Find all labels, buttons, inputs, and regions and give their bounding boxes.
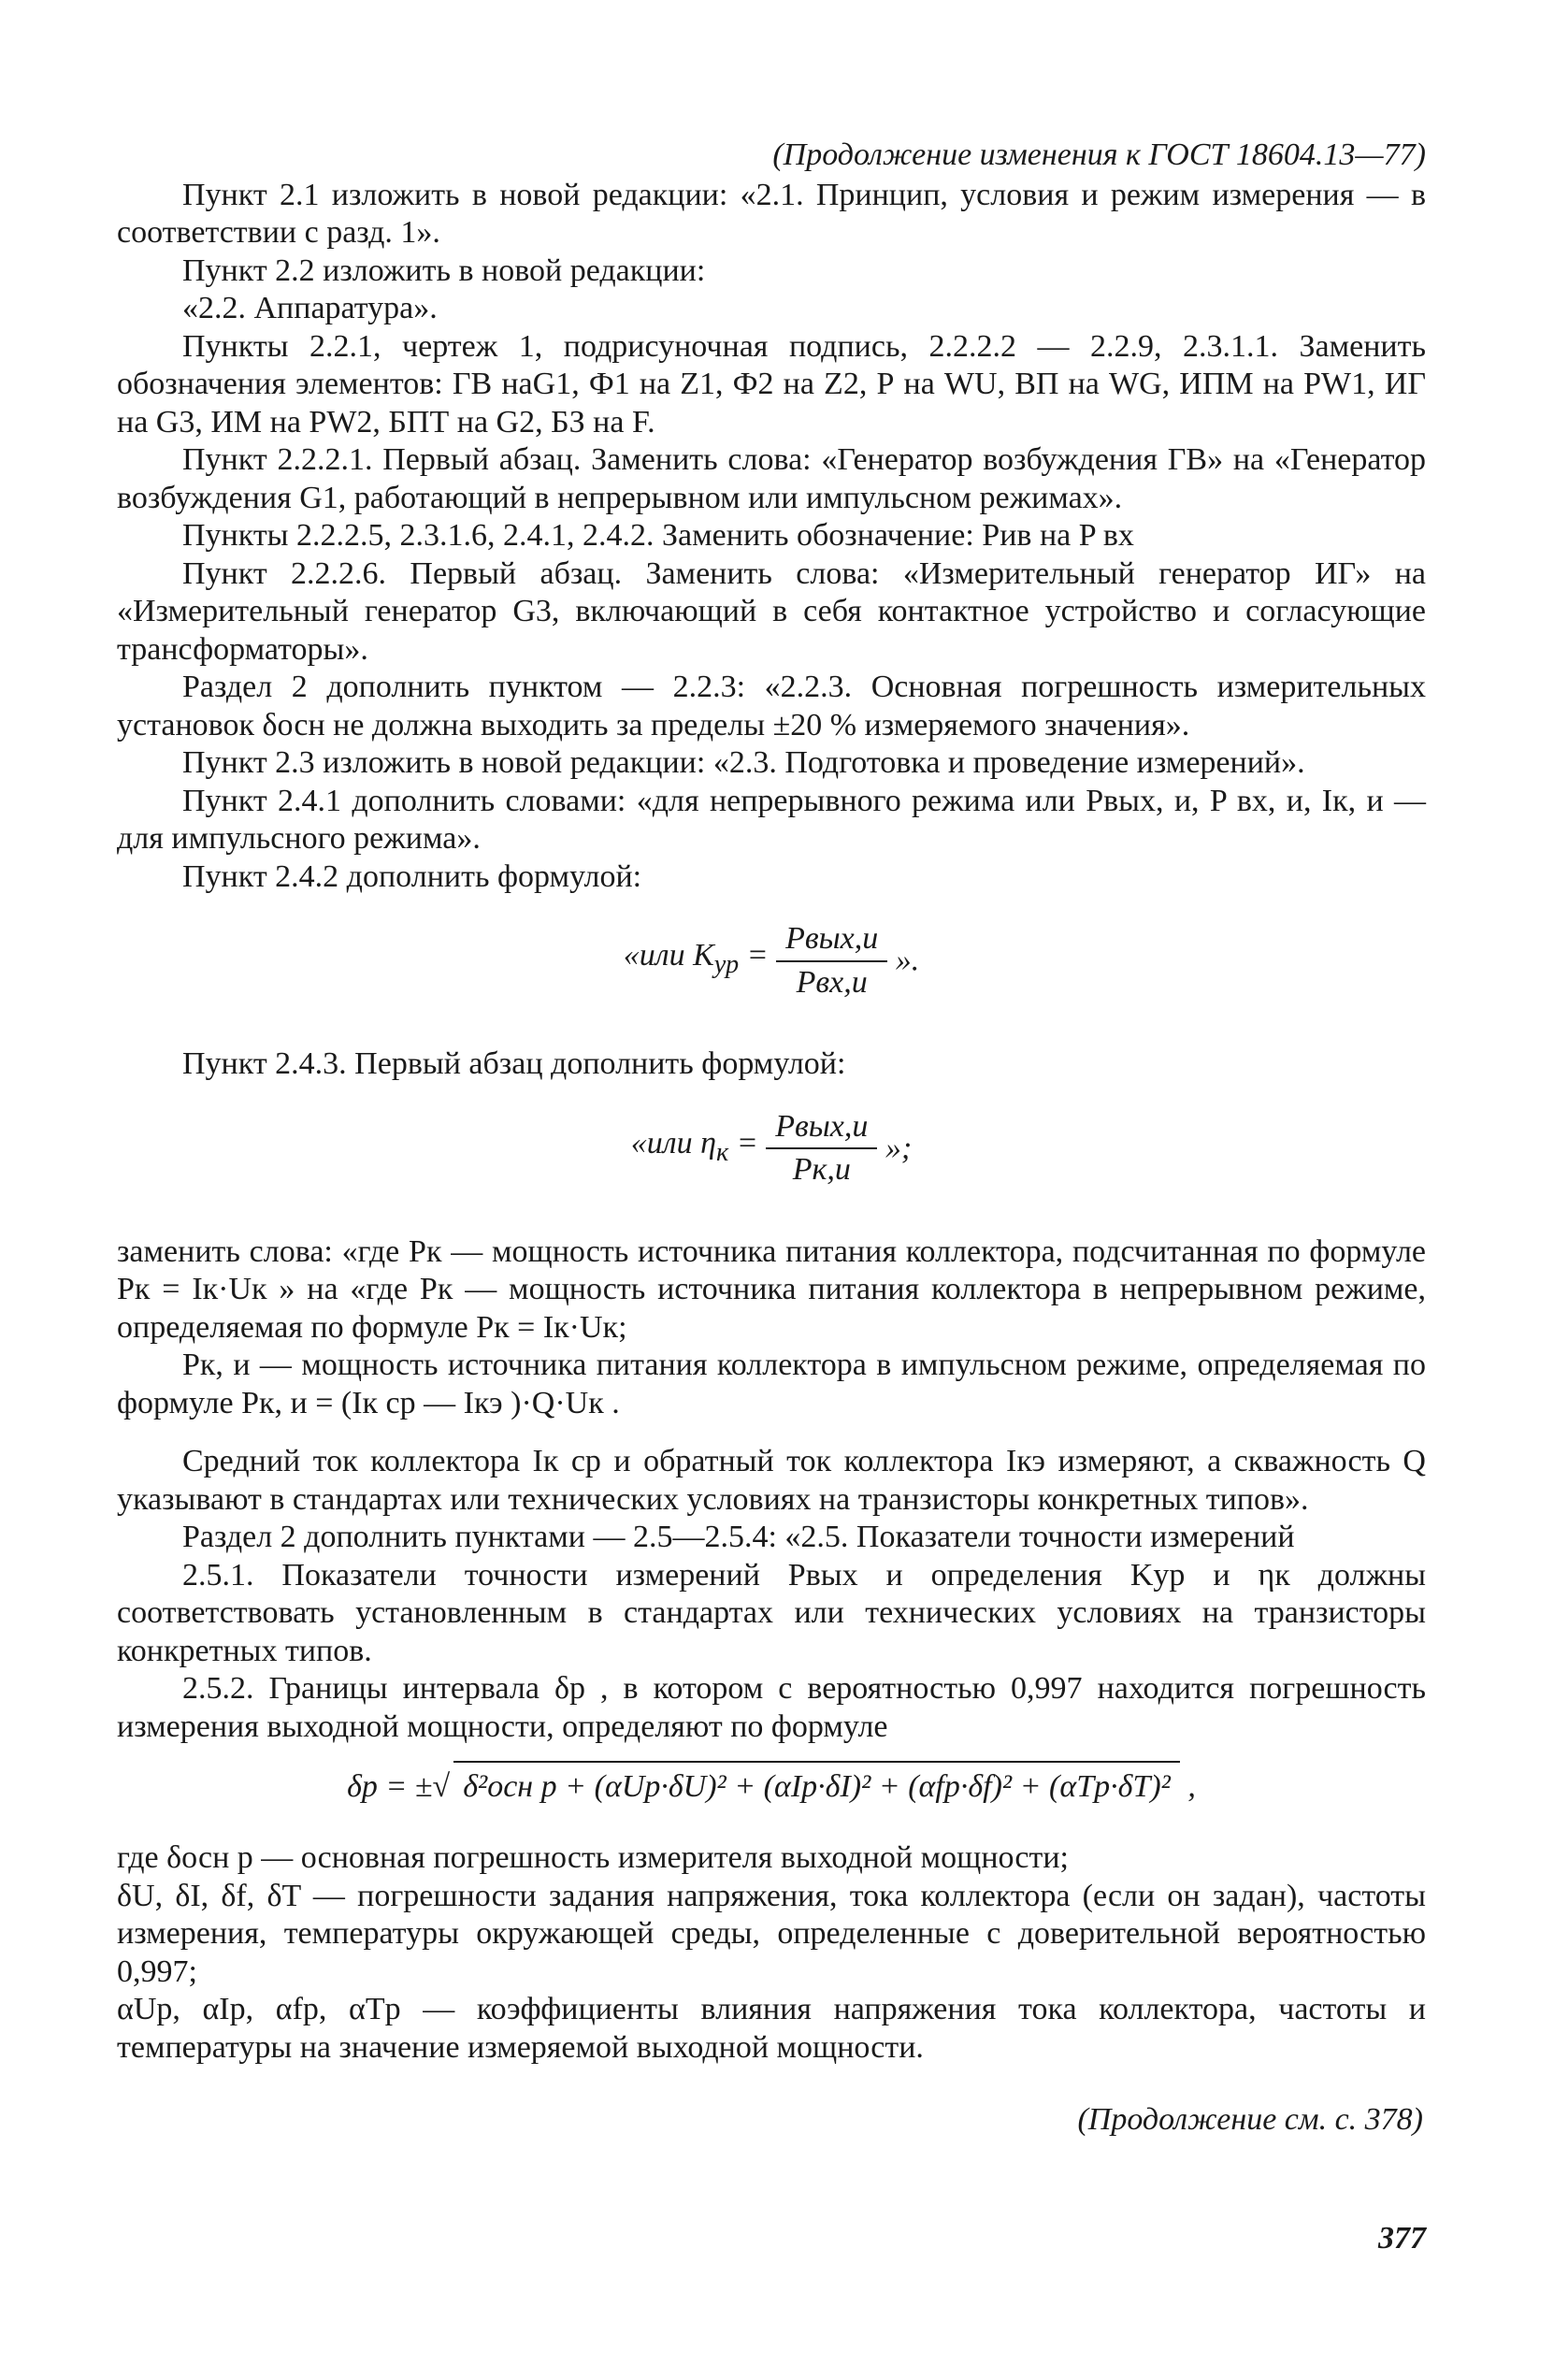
paragraph: δU, δI, δf, δT — погрешности задания напряжения, тока коллектора (если он задан), частоты измерения, температуры окружающей среды, определенные с доверительной вероятностью 0,997; (117, 1878, 1426, 1989)
paragraph: αUр, αIр, αfр, αTр — коэффициенты влияния напряжения тока коллектора, частоты и температуры на значение измеряемой выходной мощности. (117, 1992, 1426, 2065)
formula-kur-fraction (776, 920, 887, 1002)
paragraph: Пункт 2.4.3. Первый абзац дополнить формулой: (182, 1046, 846, 1081)
formula-kur-lhs: «или $K_{ур}$ = (623, 938, 777, 980)
formula-eta-lhs: «или $\eta_к$ = (630, 1125, 767, 1167)
formula-kur (117, 920, 1426, 1023)
paragraph: Пункт 2.1 изложить в новой редакции: «2.1. Принцип, условия и режим измерения — в соответствии с разд. 1». (117, 177, 1426, 250)
paragraph: Пункт 2.2 изложить в новой редакции: (182, 252, 706, 288)
formula-kur-suffix: ». (895, 943, 920, 978)
page-content (117, 137, 1426, 2067)
formula-delta-p-radicand: δ²осн р + (αUр·δU)² + (αIр·δI)² + (αfр·δf)² + (αTр·δT)² (453, 1761, 1180, 1807)
sqrt-sign: √ (432, 1769, 451, 1804)
paragraph: Пункт 2.4.2 дополнить формулой: (182, 858, 642, 894)
continuation-note: (Продолжение см. с. 378) (1077, 2102, 1423, 2137)
paragraph: заменить слова: «где Pк — мощность источника питания коллектора, подсчитанная по формуле Pк = Iк·Uк » на «где Pк — мощность источника питания коллектора в непрерывном режиме, определяемая по формуле Pк = Iк·Uк; (117, 1233, 1426, 1345)
paragraph: где δосн р — основная погрешность измерителя выходной мощности; (117, 1840, 1069, 1875)
paragraph: Раздел 2 дополнить пунктами — 2.5—2.5.4: «2.5. Показатели точности измерений (182, 1520, 1295, 1554)
page-number: 377 (1378, 2221, 1426, 2256)
formula-kur-denominator: Pвх,и (796, 964, 868, 1000)
paragraph: Пункт 2.2.2.1. Первый абзац. Заменить слова: «Генератор возбуждения ГВ» на «Генератор возбуждения G1, работающий в непрерывном или импульсном режимах». (117, 442, 1426, 515)
paragraph: Пункты 2.2.1, чертеж 1, подрисуночная подпись, 2.2.2.2 — 2.2.9, 2.3.1.1. Заменить обозначения элементов: ГВ наG1, Ф1 на Z1, Ф2 на Z2, Р на WU, ВП на WG, ИПМ на PW1, ИГ на G3, ИМ на PW2, БПТ на G2, БЗ на F. (117, 328, 1426, 440)
paragraph: 2.5.2. Границы интервала δр , в котором с вероятностью 0,997 находится погрешность измерения выходной мощности, определяют по формуле (117, 1671, 1426, 1744)
paragraph: Пункт 2.2.2.6. Первый абзац. Заменить слова: «Измерительный генератор ИГ» на «Измерительный генератор G3, включающий в себя контактное устройство и согласующие трансформаторы». (117, 555, 1426, 667)
paragraph: Пункт 2.3 изложить в новой редакции: «2.3. Подготовка и проведение измерений». (182, 745, 1305, 780)
spacer (117, 1422, 1426, 1443)
formula-eta-fraction (766, 1108, 877, 1189)
paragraph: Пункт 2.4.1 дополнить словами: «для непрерывного режима или Pвых, и, P вх, и, Iк, и — для импульсного режима». (117, 783, 1426, 856)
paragraph: Средний ток коллектора Iк ср и обратный ток коллектора Iкэ измеряют, а скважность Q указывают в стандартах или технических условиях на транзисторы конкретных типов». (117, 1444, 1426, 1517)
formula-delta-p-lhs: δр = ± (347, 1769, 433, 1804)
formula-eta-suffix: »; (885, 1130, 913, 1165)
formula-delta-p-suffix: , (1187, 1769, 1196, 1804)
formula-kur-numerator: Pвых,и (776, 920, 887, 962)
paragraph: «2.2. Аппаратура». (182, 291, 438, 325)
paragraph: Раздел 2 дополнить пунктом — 2.2.3: «2.2.3. Основная погрешность измерительных установок δосн не должна выходить за пределы ±20 % измеряемого значения». (117, 670, 1426, 742)
formula-eta-denominator: Pк,и (792, 1152, 851, 1187)
paragraph: 2.5.1. Показатели точности измерений Pвых и определения Kур и ηк должны соответствовать установленным в стандартах или технических условиях на транзисторы конкретных типов. (117, 1557, 1426, 1668)
formula-eta (117, 1108, 1426, 1211)
paragraph: Пункты 2.2.2.5, 2.3.1.6, 2.4.1, 2.4.2. Заменить обозначение: Pив на P вх (182, 518, 1134, 553)
paragraph: Pк, и — мощность источника питания коллектора в импульсном режиме, определяемая по формуле Pк, и = (Iк ср — Iкэ )·Q·Uк . (117, 1348, 1426, 1420)
formula-delta-p (117, 1761, 1426, 1826)
formula-eta-numerator: Pвых,и (766, 1108, 877, 1150)
running-header: (Продолжение изменения к ГОСТ 18604.13—77) (772, 137, 1426, 172)
